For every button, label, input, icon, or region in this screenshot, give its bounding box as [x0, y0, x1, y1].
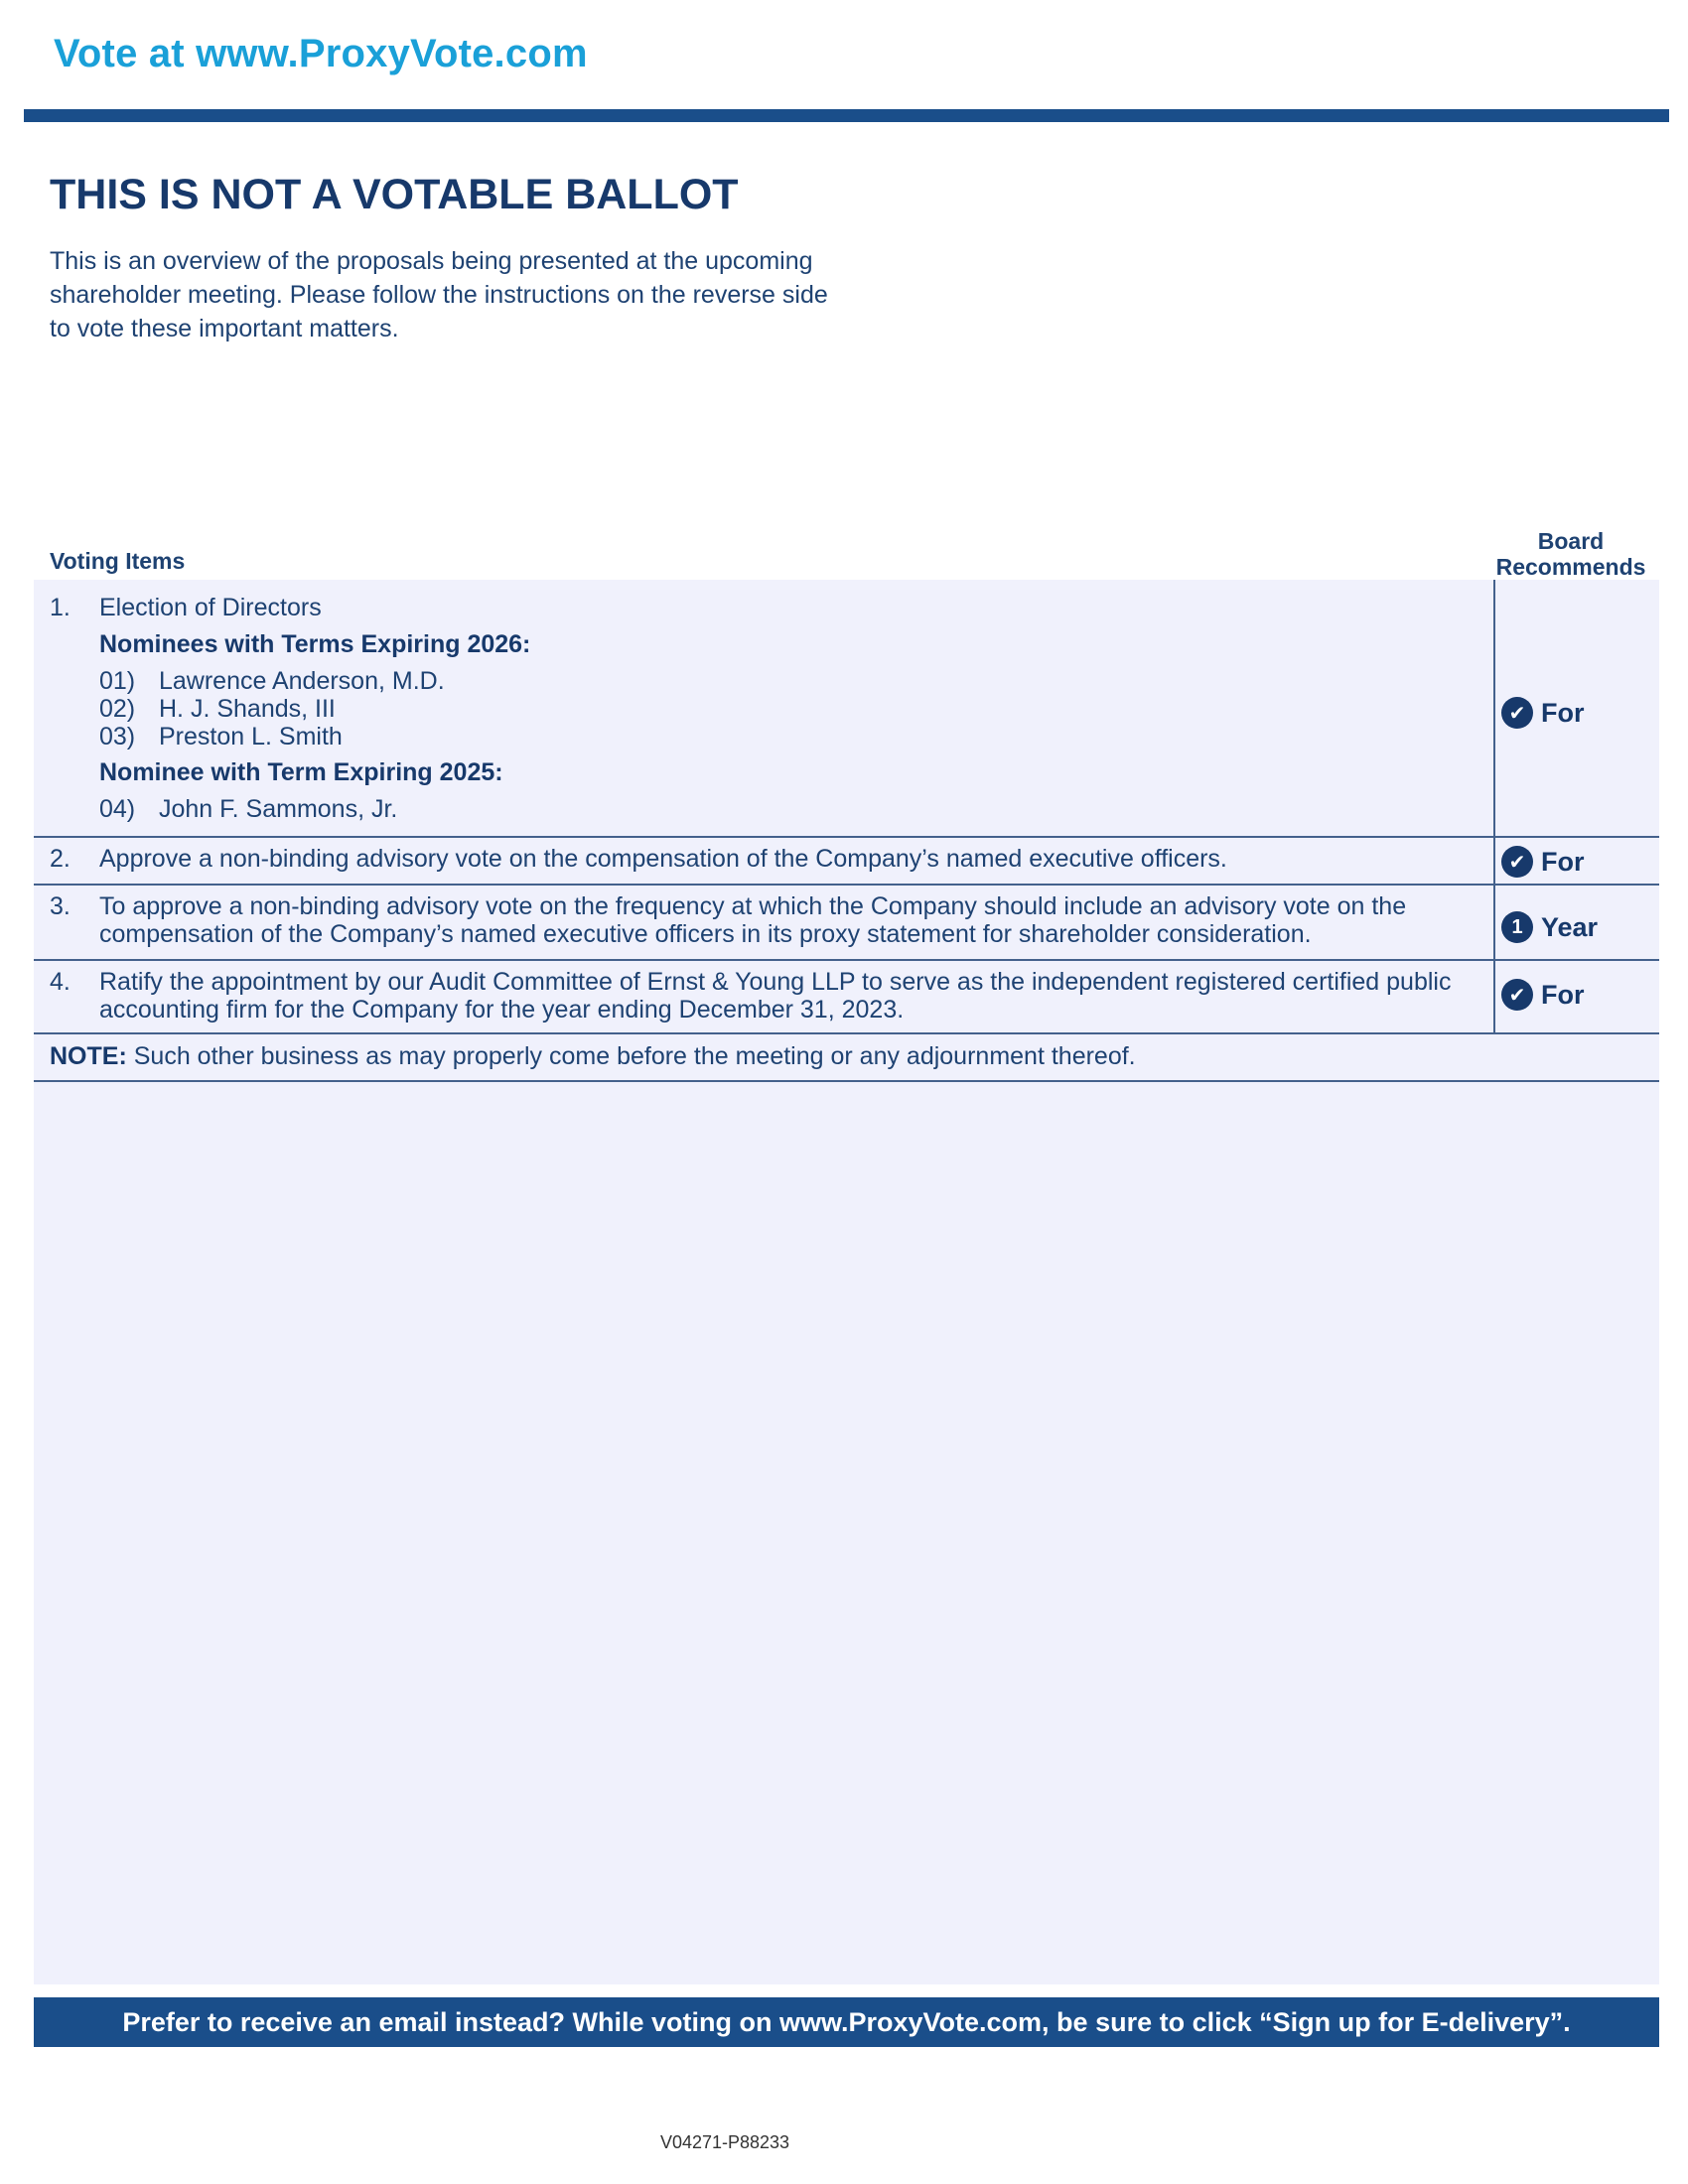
voting-items-header: Voting Items — [50, 548, 186, 574]
header-rule — [24, 109, 1669, 122]
nominee-row — [99, 695, 336, 723]
item-text: Approve a non-binding advisory vote on the compensation of the Company’s named executive officers. — [99, 845, 1227, 873]
proxyvote-header-link[interactable]: Vote at www.ProxyVote.com — [54, 32, 588, 75]
nominee-group-heading: Nominee with Term Expiring 2025: — [99, 758, 503, 786]
item-number: 1. — [50, 594, 70, 621]
nominee-name: Lawrence Anderson, M.D. — [159, 667, 445, 695]
nominee-code: 01) — [99, 667, 136, 695]
edelivery-text: Prefer to receive an email instead? While voting on www.ProxyVote.com, be sure to click “Sign up for E-delivery”. — [122, 2006, 1571, 2037]
item-number: 3. — [50, 892, 70, 920]
check-circle-icon: ✔ — [1501, 697, 1533, 729]
note-text — [50, 1042, 1136, 1071]
recommendation-for — [1501, 846, 1585, 878]
check-circle-icon: ✔ — [1501, 846, 1533, 878]
nominee-row — [99, 795, 397, 823]
item-text: To approve a non-binding advisory vote on the frequency at which the Company should include an advisory vote on the compensation of the Company’s named executive officers in its proxy statement for shareholder consideration. — [99, 892, 1407, 948]
item-number: 4. — [50, 968, 70, 996]
nominee-name: H. J. Shands, III — [159, 695, 336, 723]
row-divider — [34, 1080, 1659, 1082]
recommendation-label: For — [1541, 846, 1585, 877]
recommendation-label: For — [1541, 979, 1585, 1010]
nominee-group-heading: Nominees with Terms Expiring 2026: — [99, 630, 531, 658]
row-divider — [34, 836, 1659, 838]
number-one-circle-icon: 1 — [1501, 911, 1533, 943]
voting-items-panel — [34, 580, 1659, 1984]
item-text: Election of Directors — [99, 594, 322, 621]
item-text: Ratify the appointment by our Audit Committee of Ernst & Young LLP to serve as the independent registered certified public accounting firm for the Company for the year ending December 31, 2023. — [99, 968, 1452, 1024]
nominee-code: 04) — [99, 795, 136, 823]
row-divider — [34, 884, 1659, 886]
nominee-row — [99, 723, 343, 751]
row-divider — [34, 959, 1659, 961]
recommendation-one-year — [1501, 911, 1598, 943]
document-code: V04271-P88233 — [659, 2132, 790, 2152]
column-divider — [1493, 580, 1495, 1034]
recommendation-for — [1501, 697, 1585, 729]
recommendation-for — [1501, 979, 1585, 1011]
row-divider — [34, 1032, 1659, 1034]
recommendation-label: Year — [1541, 911, 1599, 942]
check-circle-icon: ✔ — [1501, 979, 1533, 1011]
page-title: THIS IS NOT A VOTABLE BALLOT — [50, 171, 739, 218]
recommendation-label: For — [1541, 697, 1585, 728]
nominee-name: Preston L. Smith — [159, 723, 343, 751]
board-recommends-header: Board Recommends — [1495, 528, 1646, 580]
edelivery-banner — [34, 1997, 1659, 2047]
note-label: NOTE: — [50, 1042, 127, 1070]
intro-text: This is an overview of the proposals being presented at the upcoming shareholder meeting. Please follow the instructions on the reverse side to vote these important matters. — [50, 247, 828, 342]
item-number: 2. — [50, 845, 70, 873]
nominee-name: John F. Sammons, Jr. — [159, 795, 398, 823]
nominee-row — [99, 667, 445, 695]
note-body: Such other business as may properly come before the meeting or any adjournment thereof. — [133, 1042, 1136, 1070]
nominee-code: 02) — [99, 695, 136, 723]
nominee-code: 03) — [99, 723, 136, 751]
